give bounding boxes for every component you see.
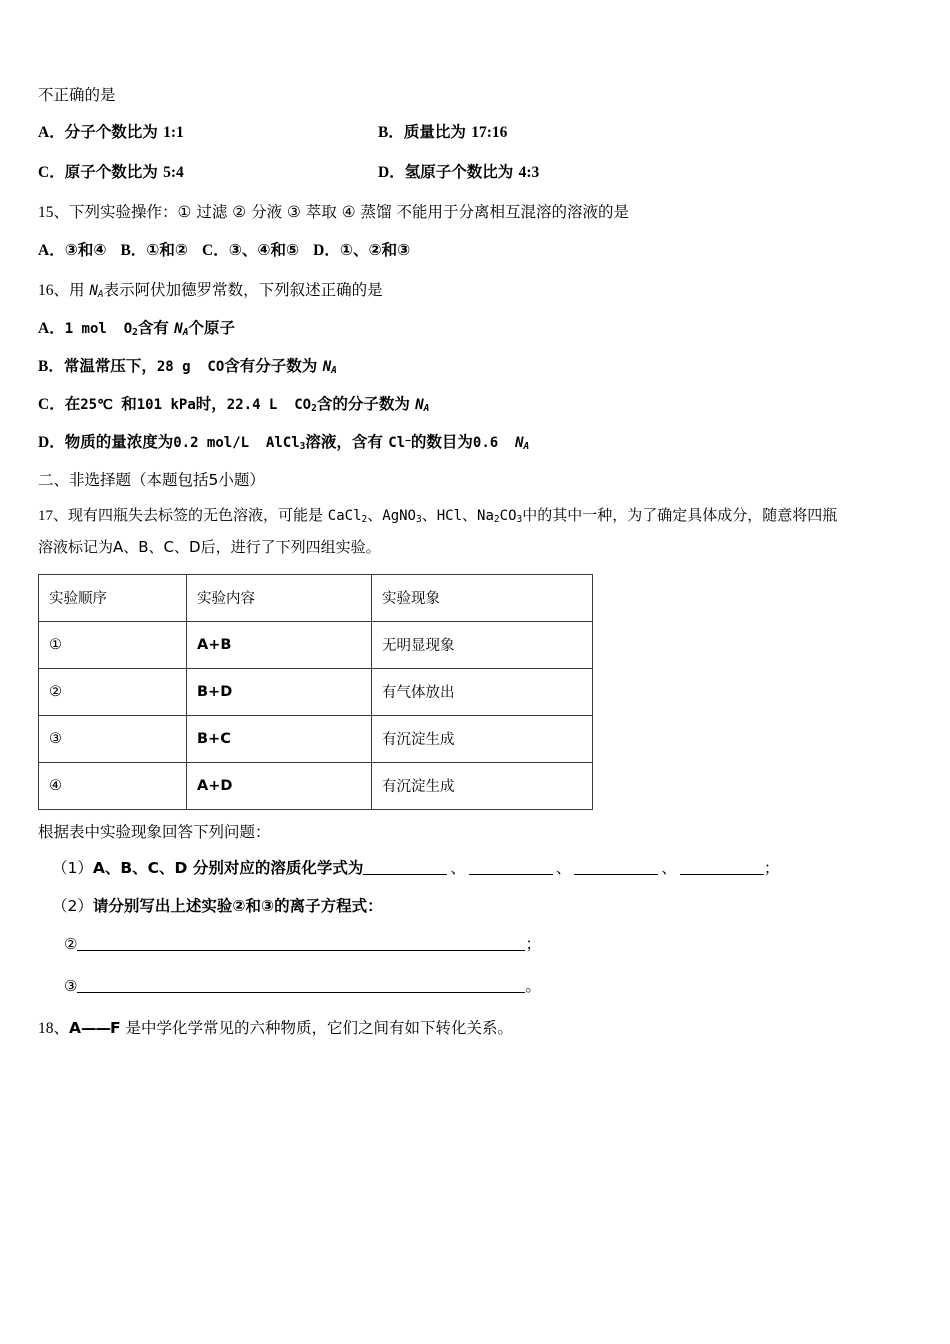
q16-stem-before: 用 — [69, 280, 90, 299]
q16-option-b-tail: 含有分子数为 — [224, 356, 323, 375]
q15-stem-text: 下列实验操作：① 过滤 ② 分液 ③ 萃取 ④ 蒸馏 不能用于分离相互混溶的溶液的是 — [69, 202, 630, 221]
q15-stem — [38, 200, 916, 222]
experiment-table — [38, 574, 593, 810]
q17-sub1-label: （1） — [52, 858, 93, 877]
q16-option-d-text1: 物质的量浓度为 — [64, 432, 174, 451]
table-row — [39, 668, 593, 715]
q14-option-a-value: 1:1 — [163, 123, 184, 141]
q17-sub-question-1 — [38, 856, 916, 878]
q14-option-c[interactable] — [38, 160, 378, 182]
q16-number: 16、 — [38, 281, 70, 299]
q16-avogadro-symbol: $N_A$ — [89, 282, 104, 300]
q17-sub1-blank-2[interactable] — [469, 858, 553, 875]
q17-sub1-terminator: ； — [763, 858, 780, 877]
q18-number: 18、 — [38, 1019, 70, 1037]
q15-option-b-label: B． — [120, 241, 147, 259]
q16-option-c-label: C． — [38, 395, 65, 413]
q17-formula-na2co3: $Na_2CO_3$ — [477, 507, 523, 526]
table-cell-phenomenon: 有气体放出 — [372, 668, 593, 715]
table-cell-order: ② — [39, 668, 187, 715]
q16-option-b[interactable] — [38, 354, 916, 376]
q14-option-d-value: 4:3 — [518, 163, 540, 181]
table-cell-content: B+D — [187, 668, 372, 715]
q16-option-d-text2: 溶液，含有 — [305, 432, 389, 451]
section-2-heading: 二、非选择题（本题包括5小题） — [38, 470, 265, 489]
q17-answer-marker-3: ③ — [64, 976, 78, 995]
q17-formula-hcl: HCl — [436, 507, 463, 524]
q17-number: 17、 — [38, 507, 69, 524]
q17-sep-3: 、 — [462, 505, 478, 524]
q16-option-d-symbol: $N_A$ — [515, 434, 530, 452]
q17-sep-1: 、 — [367, 505, 383, 524]
q16-option-c-cond2: 101 kPa — [136, 396, 196, 413]
q14-option-b-value: 17:16 — [471, 123, 508, 141]
q17-sep-2: 、 — [421, 505, 437, 524]
q16-option-b-formula: 28 g CO — [156, 358, 225, 375]
q18-dash: —— — [81, 1018, 111, 1037]
q14-options-row-2 — [38, 160, 916, 182]
q14-option-d-text: 氢原子个数比为 — [404, 162, 519, 181]
q16-option-c-text2: 和 — [121, 394, 137, 413]
q16-option-a-text: 含有 — [137, 318, 175, 337]
q16-option-c-formula: 22.4 L $CO_2$ — [226, 396, 317, 414]
table-cell-phenomenon: 有沉淀生成 — [372, 762, 593, 809]
q16-option-a-formula: 1 mol $O_2$ — [64, 320, 138, 338]
q14-options-row-1 — [38, 120, 916, 142]
q14-option-d[interactable] — [378, 160, 718, 182]
q15-option-a[interactable] — [38, 242, 106, 259]
q16-stem-after: 表示阿伏加德罗常数，下列叙述正确的是 — [103, 280, 383, 299]
q14-option-b[interactable] — [378, 120, 718, 142]
q16-option-d[interactable] — [38, 430, 916, 452]
q17-sub1-blank-4[interactable] — [680, 858, 764, 875]
q14-stem-tail: 不正确的是 — [38, 86, 116, 104]
q16-option-a-symbol: $N_A$ — [174, 320, 189, 338]
q18-label-a: A — [69, 1018, 82, 1037]
table-row — [39, 715, 593, 762]
q17-sub-question-2 — [38, 894, 916, 916]
q18-stem — [38, 1016, 916, 1038]
q16-stem — [38, 278, 916, 300]
q16-option-b-text: 常温常压下， — [63, 356, 157, 375]
q17-sub2-text: 请分别写出上述实验②和③的离子方程式： — [92, 896, 383, 915]
q14-option-a[interactable] — [38, 120, 378, 142]
q15-option-d[interactable] — [313, 242, 410, 259]
q17-stem-line2: 溶液标记为A、B、C、D后，进行了下列四组实验。 — [38, 538, 381, 557]
table-cell-content: A+B — [187, 621, 372, 668]
q17-sub1-sep-2: 、 — [555, 858, 572, 877]
q16-option-d-label: D． — [38, 433, 65, 451]
q15-option-c-text: ③、④和⑤ — [228, 240, 300, 259]
q15-option-c-label: C． — [202, 241, 229, 259]
table-cell-content: A+D — [187, 762, 372, 809]
q16-option-b-symbol: $N_A$ — [322, 358, 337, 376]
table-cell-order: ① — [39, 621, 187, 668]
q14-option-c-value: 5:4 — [163, 163, 184, 181]
q14-option-b-text: 质量比为 — [403, 122, 472, 141]
q16-option-c-cond1: 25℃ — [80, 396, 122, 413]
table-header-content: 实验内容 — [187, 574, 372, 621]
table-cell-order: ④ — [39, 762, 187, 809]
q17-sub1-blank-3[interactable] — [574, 858, 658, 875]
q18-label-f: F — [110, 1018, 121, 1037]
q16-option-b-label: B． — [38, 357, 64, 375]
q17-sub1-sep-3: 、 — [661, 858, 677, 877]
q14-option-a-text: 分子个数比为 — [64, 122, 164, 141]
q16-option-c-text3: 时， — [195, 394, 227, 413]
q17-sub2-label: （2） — [52, 896, 93, 915]
q15-option-d-text: ①、②和③ — [339, 240, 411, 259]
q15-option-b[interactable] — [120, 242, 188, 259]
q17-sub1-text: A、B、C、D 分别对应的溶质化学式为 — [92, 858, 364, 877]
q16-option-d-text3: 的数目为 — [410, 432, 473, 451]
q16-option-a[interactable] — [38, 316, 916, 338]
table-cell-content: B+C — [187, 715, 372, 762]
table-row — [39, 621, 593, 668]
q15-option-d-label: D． — [313, 241, 340, 259]
q17-formula-cacl2: CaCl$_2$ — [327, 507, 368, 526]
q17-answer-line-3 — [38, 974, 916, 996]
q17-sub1-blank-1[interactable] — [363, 858, 447, 875]
q17-answer-marker-2: ② — [64, 934, 78, 953]
q17-sub1-sep-1: 、 — [450, 858, 466, 877]
q17-answer-terminator-2: ； — [525, 935, 541, 953]
table-header-row — [39, 574, 593, 621]
q15-option-a-label: A． — [38, 241, 65, 259]
table-header-phenomenon: 实验现象 — [372, 574, 593, 621]
q14-option-c-text: 原子个数比为 — [64, 162, 164, 181]
q15-number: 15、 — [38, 203, 70, 221]
table-header-order: 实验顺序 — [39, 574, 187, 621]
q17-stem-part1: 现有四瓶失去标签的无色溶液，可能是 — [68, 505, 328, 524]
q17-answer-blank-3[interactable] — [77, 976, 525, 993]
q15-option-c[interactable] — [202, 242, 299, 259]
q17-answer-line-2 — [38, 932, 916, 954]
q17-answer-blank-2[interactable] — [77, 934, 525, 951]
q16-option-d-ion: Cl− — [388, 434, 411, 451]
page-content — [38, 88, 916, 1038]
table-cell-phenomenon: 有沉淀生成 — [372, 715, 593, 762]
q16-option-c-text1: 在 — [64, 394, 81, 413]
q16-option-a-label: A． — [38, 319, 65, 337]
q15-option-a-text: ③和④ — [64, 240, 107, 259]
q16-option-c[interactable] — [38, 392, 916, 414]
q17-formula-agno3: AgNO$_3$ — [382, 507, 422, 526]
table-row — [39, 762, 593, 809]
q17-stem — [38, 500, 916, 564]
q17-stem-part2: 中的其中一种，为了确定具体成分，随意将四瓶 — [522, 505, 838, 524]
q16-option-d-amount: 0.6 — [472, 434, 516, 451]
q16-option-a-tail: 个原子 — [188, 318, 235, 337]
q18-text: 是中学化学常见的六种物质，它们之间有如下转化关系。 — [120, 1018, 514, 1037]
table-cell-order: ③ — [39, 715, 187, 762]
q17-answer-terminator-3: 。 — [525, 977, 541, 995]
table-cell-phenomenon: 无明显现象 — [372, 621, 593, 668]
q16-option-c-symbol: $N_A$ — [415, 396, 430, 414]
q16-option-d-conc: 0.2 mol/L AlCl$_3$ — [173, 434, 306, 452]
q15-options — [38, 238, 916, 260]
q16-option-c-tail: 含的分子数为 — [316, 394, 416, 413]
q14-option-c-label: C． — [38, 163, 65, 181]
q17-after-table-text: 根据表中实验现象回答下列问题： — [38, 822, 271, 841]
q15-option-b-text: ①和② — [146, 240, 189, 259]
q14-option-d-label: D． — [378, 163, 405, 181]
q14-option-a-label: A． — [38, 123, 65, 141]
q14-option-b-label: B． — [378, 123, 404, 141]
